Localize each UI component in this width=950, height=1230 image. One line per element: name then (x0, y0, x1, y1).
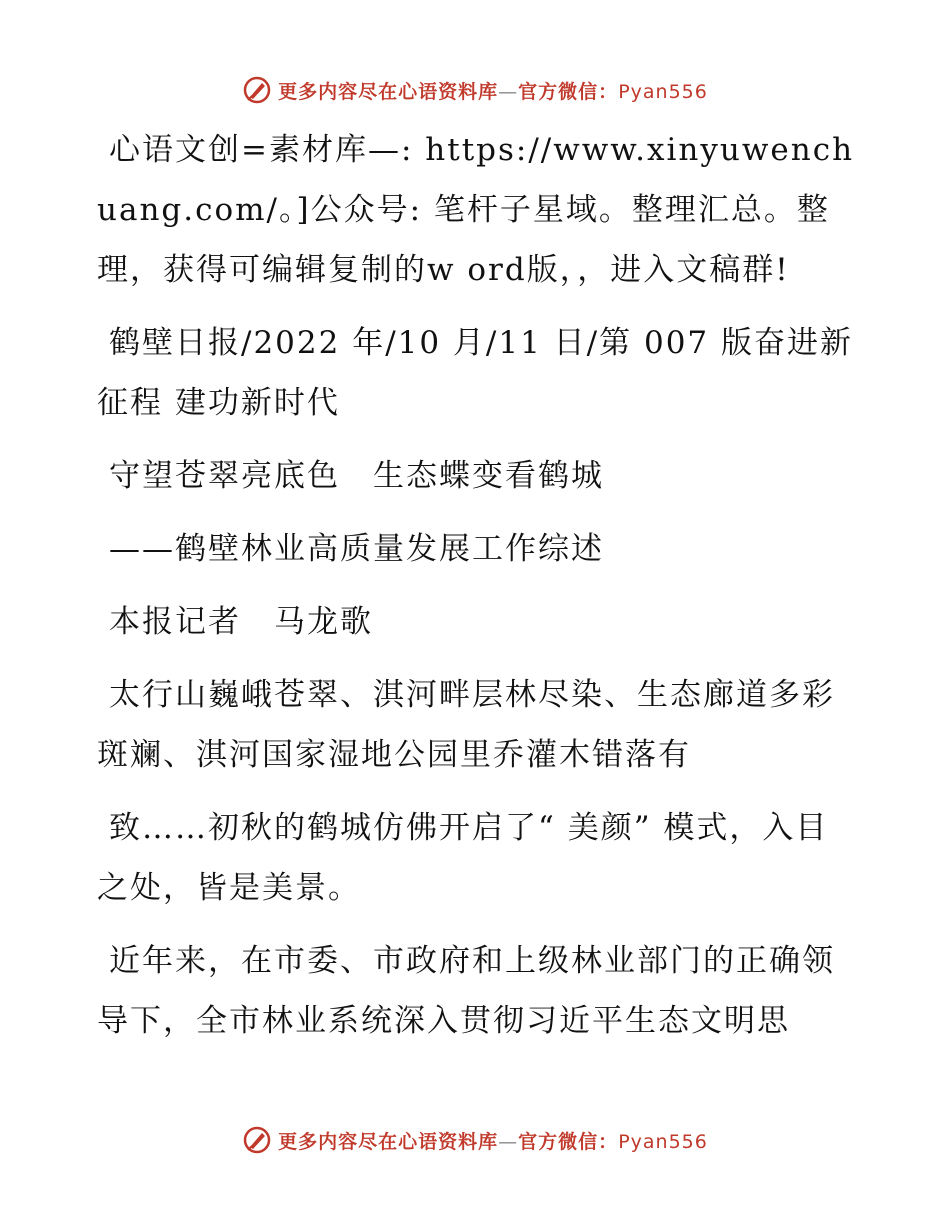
publication-info-paragraph: 鹤壁日报/2022 年/10 月/11 日/第 007 版奋进新征程 建功新时代 (97, 325, 854, 421)
quill-logo-icon (242, 1125, 272, 1155)
article-subtitle: ——鹤壁林业高质量发展工作综述 (109, 531, 604, 567)
quill-logo-icon (242, 75, 272, 105)
watermark-text: 更多内容尽在心语资料库—官方微信：Pyan556 (278, 80, 708, 103)
footer-watermark (0, 1120, 950, 1160)
header-watermark (0, 70, 950, 110)
body-paragraph: 近年来，在市委、市政府和上级林业部门的正确领导下，全市林业系统深入贯彻习近平生态文明思 (97, 943, 835, 1039)
document-body (97, 120, 857, 1064)
article-title: 守望苍翠亮底色 生态蝶变看鹤城 (109, 458, 604, 494)
source-notice-paragraph: 心语文创=素材库—: https://www.xinyuwenchuang.com/。]公众号: 笔杆子星域。整理汇总。整理，获得可编辑复制的w ord版，，进入文稿群! (97, 132, 855, 288)
body-paragraph: 太行山巍峨苍翠、淇河畔层林尽染、生态廊道多彩斑斓、淇河国家湿地公园里乔灌木错落有 (97, 677, 835, 773)
article-byline: 本报记者 马龙歌 (109, 604, 373, 640)
body-paragraph: 致……初秋的鹤城仿佛开启了“ 美颜” 模式，入目之处，皆是美景。 (97, 810, 829, 906)
watermark-text: 更多内容尽在心语资料库—官方微信：Pyan556 (278, 1130, 708, 1153)
